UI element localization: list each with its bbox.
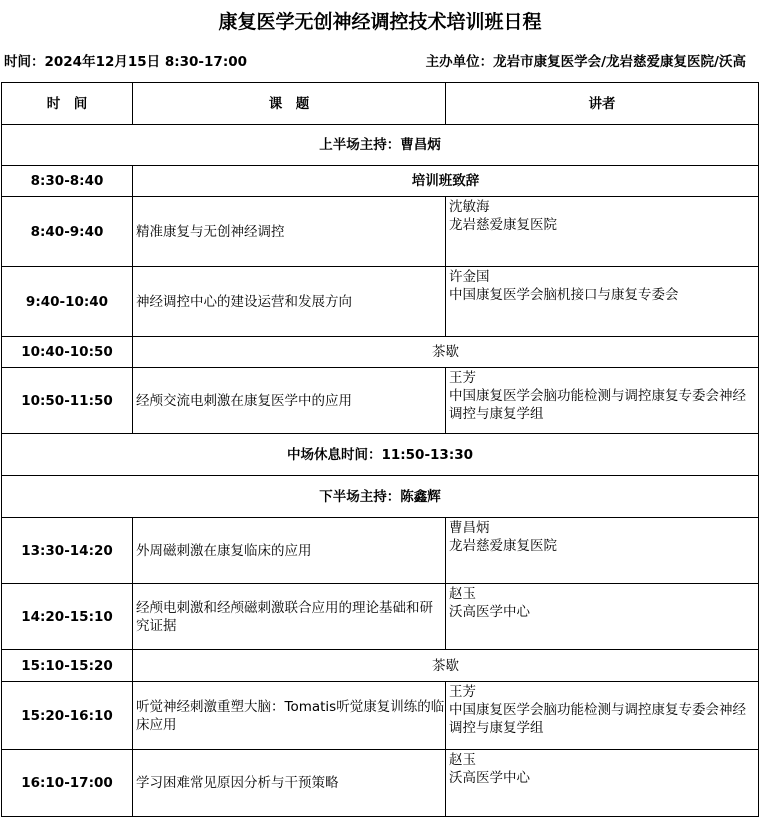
header-time: 时 间 xyxy=(2,83,133,125)
speaker-org: 中国康复医学会脑机接口与康复专委会 xyxy=(449,287,679,303)
table-row xyxy=(2,197,759,267)
speaker-name: 沈敏海 xyxy=(449,199,490,215)
session2-host: 下半场主持：陈鑫辉 xyxy=(2,476,759,518)
row-time: 9:40-10:40 xyxy=(2,267,133,337)
row-topic: 培训班致辞 xyxy=(133,166,759,197)
row-time: 8:40-9:40 xyxy=(2,197,133,267)
row-speaker xyxy=(446,750,759,817)
speaker-name: 王芳 xyxy=(449,684,476,700)
table-row xyxy=(2,368,759,434)
break-label: 茶歇 xyxy=(133,337,759,368)
schedule-table xyxy=(1,82,759,817)
session-host-row xyxy=(2,476,759,518)
row-topic: 学习困难常见原因分析与干预策略 xyxy=(133,750,446,817)
row-speaker xyxy=(446,518,759,584)
table-row xyxy=(2,518,759,584)
session-host-row xyxy=(2,125,759,166)
table-row xyxy=(2,267,759,337)
session1-host: 上半场主持：曹昌炳 xyxy=(2,125,759,166)
header-speaker: 讲者 xyxy=(446,83,759,125)
table-header-row xyxy=(2,83,759,125)
speaker-org: 沃高医学中心 xyxy=(449,604,530,620)
table-row xyxy=(2,584,759,650)
row-time: 10:40-10:50 xyxy=(2,337,133,368)
row-time: 13:30-14:20 xyxy=(2,518,133,584)
row-time: 15:10-15:20 xyxy=(2,650,133,682)
row-topic: 听觉神经刺激重塑大脑：Tomatis听觉康复训练的临床应用 xyxy=(133,682,446,750)
event-organizer: 主办单位：龙岩市康复医学会/龙岩慈爱康复医院/沃高 xyxy=(425,54,746,70)
break-label: 茶歇 xyxy=(133,650,759,682)
header-topic: 课 题 xyxy=(133,83,446,125)
speaker-org: 龙岩慈爱康复医院 xyxy=(449,217,557,233)
table-row xyxy=(2,166,759,197)
row-topic: 神经调控中心的建设运营和发展方向 xyxy=(133,267,446,337)
row-speaker xyxy=(446,584,759,650)
speaker-org: 中国康复医学会脑功能检测与调控康复专委会神经调控与康复学组 xyxy=(449,388,746,422)
event-info-bar xyxy=(0,44,760,80)
speaker-org: 中国康复医学会脑功能检测与调控康复专委会神经调控与康复学组 xyxy=(449,702,746,736)
page-title: 康复医学无创神经调控技术培训班日程 xyxy=(218,11,542,33)
row-time: 8:30-8:40 xyxy=(2,166,133,197)
row-time: 14:20-15:10 xyxy=(2,584,133,650)
row-speaker xyxy=(446,368,759,434)
table-row xyxy=(2,750,759,817)
row-time: 15:20-16:10 xyxy=(2,682,133,750)
speaker-name: 许金国 xyxy=(449,269,490,285)
event-time: 时间：2024年12月15日 8:30-17:00 xyxy=(4,54,247,70)
row-topic: 经颅电刺激和经颅磁刺激联合应用的理论基础和研究证据 xyxy=(133,584,446,650)
row-speaker xyxy=(446,682,759,750)
row-time: 10:50-11:50 xyxy=(2,368,133,434)
speaker-name: 赵玉 xyxy=(449,586,476,602)
break-row xyxy=(2,650,759,682)
row-speaker xyxy=(446,197,759,267)
speaker-name: 赵玉 xyxy=(449,752,476,768)
lunch-break: 中场休息时间：11:50-13:30 xyxy=(2,434,759,476)
row-topic: 经颅交流电刺激在康复医学中的应用 xyxy=(133,368,446,434)
table-row xyxy=(2,682,759,750)
row-topic: 外周磁刺激在康复临床的应用 xyxy=(133,518,446,584)
row-time: 16:10-17:00 xyxy=(2,750,133,817)
lunch-row xyxy=(2,434,759,476)
row-speaker xyxy=(446,267,759,337)
speaker-name: 曹昌炳 xyxy=(449,520,490,536)
speaker-org: 龙岩慈爱康复医院 xyxy=(449,538,557,554)
speaker-name: 王芳 xyxy=(449,370,476,386)
break-row xyxy=(2,337,759,368)
speaker-org: 沃高医学中心 xyxy=(449,770,530,786)
row-topic: 精准康复与无创神经调控 xyxy=(133,197,446,267)
